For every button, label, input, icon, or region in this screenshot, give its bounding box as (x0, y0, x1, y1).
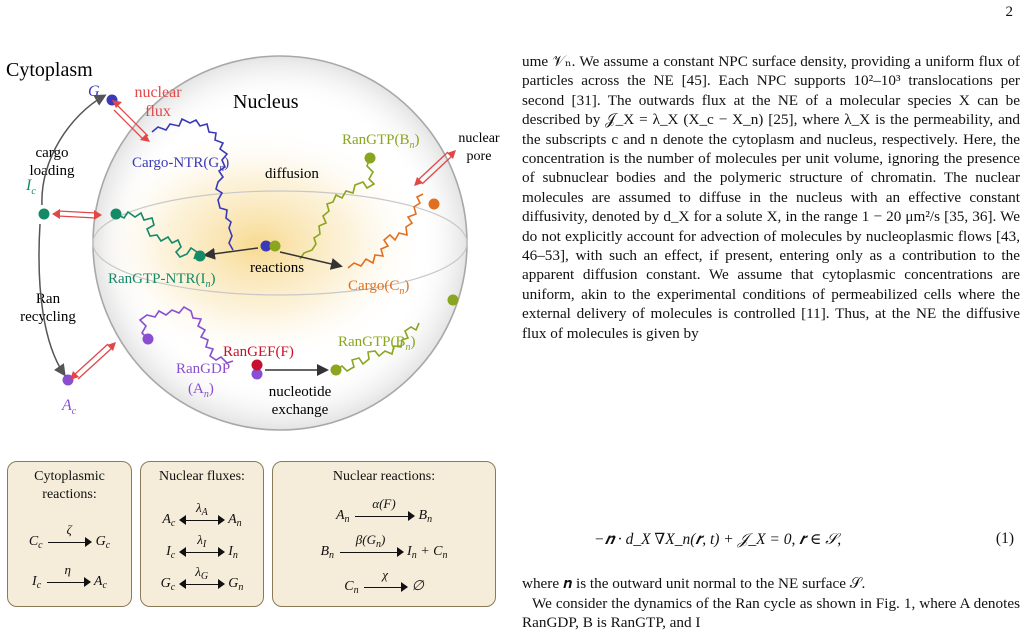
rangtp-exit-particle (448, 295, 459, 306)
rangtp-top-label: $RanGTP(B_n)$ (342, 132, 420, 151)
equation-number: (1) (995, 530, 1014, 547)
reaction-i-to-a: $I_c$ η $A_c$ (32, 561, 107, 591)
cargo-loading-label-1: cargo (35, 145, 69, 161)
paragraph-3: We consider the dynamics of the Ran cycle as shown in Fig. 1, where A denotes RanGDP, B is RanGTP, and I (522, 594, 1020, 632)
flux-g: $G_c$ $\lambda_G$ $G_n$ (160, 563, 244, 593)
rangdp-label: RanGDP (176, 361, 231, 377)
rangdp-an-label: $(A_n)$ (188, 381, 214, 400)
flux-a: $A_c$ $\lambda_A$ $A_n$ (162, 499, 242, 529)
paragraph-1: ume 𝒱ₙ. We assume a constant NPC surface density, providing a uniform flux of particles across the NE [45]. Each NPC supports 10²–10³ translocations per second [31]. The outwards flux at the NE of a molecular species X can be described by 𝒥_X = λ_X (X_c − X_n) [25], where λ_X is the permeability, and the subscripts c and n denote the cytoplasm and nucleus, respectively. Here, the concentration is the number of molecules per unit volume, ignoring the presence of subnuclear bodies and the polymeric structure of chromatin. The nuclear molecules are assumed to diffuse in the nucleus with an effective constant diffusivity, denoted by d_X for a solute X, in the range 1 − 20 μm²/s [35, 36]. We do not explicitly account for advection of molecules by nucleoplasmic flows [43, 46–53], with such an effect, if present, entering only as a contribution to the apparent diffusion constant. We assume that cytoplasmic concentrations are uniform, akin to the experimental conditions of permeabilized cells where the external delivery of molecules is controlled [11]. Thus, at the NE the diffusive flux of molecules is given by (522, 53, 1020, 342)
flux-i: $I_c$ $\lambda_I$ $I_n$ (166, 531, 238, 561)
cytoplasmic-reactions-box (7, 461, 132, 607)
nuclear-reactions-box (272, 461, 496, 607)
ic-particle (39, 209, 50, 220)
reaction-a-to-b: $A_n$ α(F) $B_n$ (335, 495, 433, 525)
rangef-particle (252, 360, 263, 371)
cargo-exit-particle (429, 199, 440, 210)
body-text-continued (522, 574, 1020, 633)
cytoplasmic-title-1: Cytoplasmic (34, 469, 105, 484)
body-text-column (522, 52, 1020, 343)
ac-label: $A_c$ (62, 397, 77, 417)
cytoplasm-label: Cytoplasm (6, 59, 93, 81)
nuclear-pore-label-1: nuclear (458, 131, 500, 146)
equation-expression: −𝒏 · d_X ∇X_n(𝒓, t) + 𝒥_X = 0, 𝒓 ∈ 𝒮, (594, 531, 842, 548)
nuclear-flux-label-2: flux (145, 103, 171, 120)
page-number: 2 (1005, 4, 1013, 20)
nuclear-fluxes-box (140, 461, 264, 607)
reaction-bn-particle (270, 241, 281, 252)
nuclear-flux-label-1: nuclear (134, 84, 182, 101)
nucleotide-label-1: nucleotide (268, 384, 332, 400)
rangtp-bottom-label: $RanGTP(B_n)$ (338, 334, 416, 353)
nucleus-label: Nucleus (233, 91, 299, 113)
ran-cycle-diagram (0, 0, 510, 460)
fluxes-title: Nuclear fluxes: (159, 469, 245, 484)
ran-recycling-label-1: Ran (35, 291, 61, 307)
figure-1 (0, 0, 510, 637)
gc-label: $G_c$ (88, 83, 105, 103)
nucleotide-label-2: exchange (271, 402, 329, 418)
rangef-label: RanGEF(F) (223, 344, 294, 360)
reaction-b-to-i-c: $B_n$ $\beta(G_n)$ $I_n + C_n$ (320, 531, 448, 561)
ran-recycling-label-2: recycling (20, 309, 76, 325)
rangtp-ntr-label: RanGTP-$NTR(I_n)$ (108, 271, 216, 290)
ic-label: $I_c$ (26, 177, 36, 197)
paragraph-2: where 𝒏 is the outward unit normal to the NE surface 𝒮. (522, 575, 866, 592)
diffusion-label: diffusion (265, 166, 319, 182)
cytoplasmic-title-2: reactions: (42, 487, 97, 502)
nuclear-pore-label-2: pore (466, 149, 492, 164)
reaction-c-decay: $C_n$ χ ∅ (344, 566, 424, 596)
cargo-loading-label-2: loading (29, 163, 75, 179)
reactions-label: reactions (250, 260, 305, 276)
reaction-c-to-g: $C_c$ ζ $G_c$ (28, 521, 111, 551)
cargo-label: $Cargo(C_n)$ (348, 278, 410, 297)
cargo-ntr-label: Cargo-$NTR(G_n)$ (132, 155, 230, 174)
reactions-title: Nuclear reactions: (332, 469, 436, 484)
